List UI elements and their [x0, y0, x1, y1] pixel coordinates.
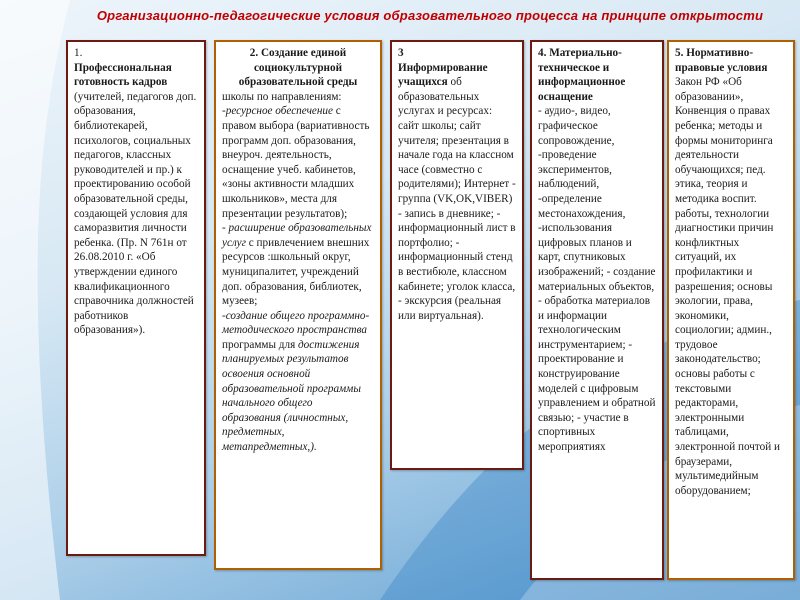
card-5-body: Закон РФ «Об образовании», Конвенция о правах ребенка; методы и формы мониторинга деятельности обучающихся; пед. этика, теория и методика воспит. работы, технологии диагностики причин конфликтных ситуаций, их профилактики и разрешения; основы экологии, права, экономики, социологии; админ., трудовое законодательство; основы работы с текстовыми редакторами, электронными таблицами, электронной почтой и браузерами, мультимедийным оборудованием;	[675, 76, 781, 497]
card-2-item-services	[222, 221, 374, 309]
card-material-technical	[530, 40, 664, 580]
card-professional-readiness	[66, 40, 206, 556]
card-3-number: 3	[398, 47, 404, 59]
card-legal-conditions	[667, 40, 795, 580]
card-2-item-2-text: с привлечением внешних ресурсов :школьный округ, муниципалитет, учреждений доп. образования, библиотек, музеев;	[222, 236, 370, 308]
card-1-heading: Профессиональная готовность кадров	[74, 61, 172, 89]
card-sociocultural-environment	[214, 40, 382, 570]
card-2-heading: 2. Создание единой социокультурной образовательной среды	[238, 47, 358, 89]
card-3-heading: Информирование учащихся	[398, 61, 488, 89]
card-2-intro: школы по направлениям:	[222, 90, 342, 103]
card-4-body: - аудио-, видео, графическое сопровождение, -проведение экспериментов, наблюдений, -определение местонахождения, -использования цифровых планов и карт, спутниковых изображений; - создание материальных объектов, - обработка материалов и информации технологическим инструментарием; - проектирование и конструирование моделей с цифровым управлением и обратной связью; - участие в спортивных мероприятиях	[538, 105, 656, 454]
card-2-item-3-text: программы для	[222, 338, 299, 351]
card-2-item-2-emphasis: - расширение образовательных услуг	[222, 222, 372, 249]
card-2-item-3-emphasis: -создание общего программно-методического пространства	[222, 309, 370, 337]
card-3-heading-tail: об образовательных услугах и ресурсах:	[398, 76, 493, 118]
card-1-body: (учителей, педагогов доп. образования, библиотекарей, психологов, социальных педагогов, классных руководителей и пр.) к проектированию особой образовательной среды, создающей условия для саморазвития личности ребенка. (Пр. N 761н от 26.08.2010 г. «Об утверждении единого квалификационного справочника должностей работников образования»).	[74, 90, 197, 337]
card-2-item-3-tail: достижения планируемых результатов освоения основной образовательной программы начального общего образования (личностных, предметных, метапредметных,).	[222, 338, 361, 454]
card-3-body: сайт школы; сайт учителя; презентация в начале года на классном часе (совместно с родителями); Интернет - группа (VK,OK,VIBER) - запись в дневнике; - информационный лист в портфолио; - информационный стенд в вестибюле, классном кабинете; уголок класса, - экскурсия (реальная или виртуальная).	[398, 119, 516, 322]
card-2-item-1-text: с правом выбора (вариативность программ доп. образования, внеуроч. деятельность, оснащение учеб. кабинетов, «зоны активности младших школьников», места для презентации результатов);	[222, 105, 370, 220]
card-1-number: 1.	[74, 47, 83, 59]
page-title: Организационно-педагогические условия образовательного процесса на принципе открытости	[96, 8, 764, 23]
card-2-item-1-emphasis: -ресурсное обеспечение	[222, 105, 333, 118]
card-informing-students	[390, 40, 524, 470]
card-2-item-resources	[222, 104, 374, 221]
card-4-heading: 4. Материально-техническое и информационное оснащение	[538, 47, 626, 103]
card-5-heading: 5. Нормативно-правовые условия	[675, 47, 768, 74]
card-3-lead	[398, 61, 516, 119]
card-2-item-methodology	[222, 309, 374, 455]
